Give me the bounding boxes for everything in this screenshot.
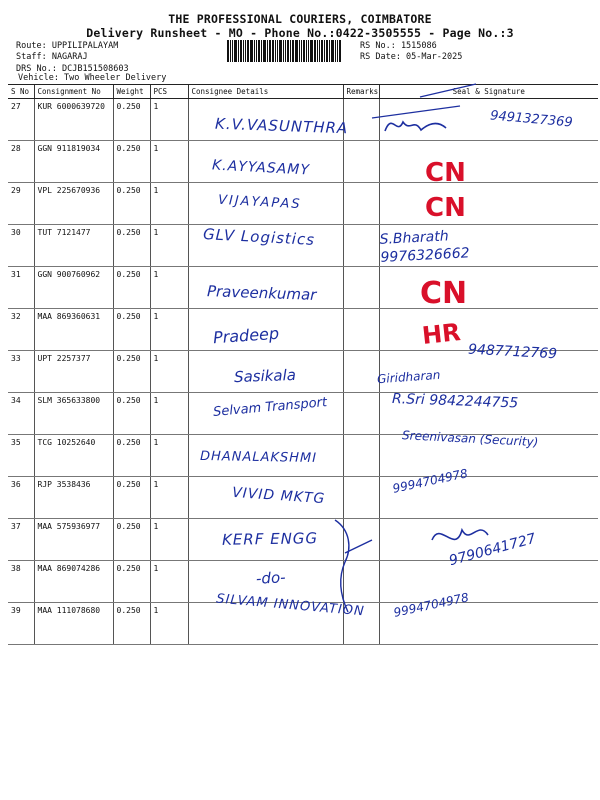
cell-pcs: 1 [150, 183, 188, 225]
cell-sno: 37 [8, 519, 34, 561]
handwritten-signature-36: 9994704978 [391, 466, 469, 496]
cell-weight: 0.250 [113, 519, 150, 561]
handwritten-signature-37: 9790641727 [447, 530, 538, 570]
cn-remark-28: CN [425, 158, 466, 188]
staff-label: Staff: NAGARAJ [16, 52, 88, 62]
handwritten-signature-34: R.Sri 9842244755 [391, 391, 519, 412]
cell-weight: 0.250 [113, 603, 150, 645]
handwritten-signature-35: Sreenivasan (Security) [401, 428, 539, 450]
cell-weight: 0.250 [113, 225, 150, 267]
signature-scribble-37 [432, 530, 488, 540]
handwritten-consignee-35: DHANALAKSHMI [199, 448, 318, 467]
col-header-consignment: Consignment No [34, 85, 113, 99]
cell-consignment-no: GGN 911819034 [34, 141, 113, 183]
cell-weight: 0.250 [113, 99, 150, 141]
handwritten-signature-33b: Giridharan [376, 367, 441, 387]
cell-pcs: 1 [150, 393, 188, 435]
cell-pcs: 1 [150, 561, 188, 603]
handwritten-consignee-32: Pradeep [212, 323, 280, 348]
cell-pcs: 1 [150, 141, 188, 183]
col-header-pcs: PCS [150, 85, 188, 99]
company-title: THE PROFESSIONAL COURIERS, COIMBATORE [168, 12, 432, 26]
handwritten-signature-30: S.Bharath 9976326662 [379, 228, 470, 266]
cell-weight: 0.250 [113, 267, 150, 309]
cell-sno: 31 [8, 267, 34, 309]
cell-consignment-no: TUT 7121477 [34, 225, 113, 267]
handwritten-consignee-31: Praveenkumar [206, 282, 317, 304]
hr-remark-32: HR [420, 318, 462, 350]
cell-sno: 36 [8, 477, 34, 519]
cell-weight: 0.250 [113, 435, 150, 477]
cell-sno: 32 [8, 309, 34, 351]
handwritten-signature-27: 9491327369 [489, 108, 574, 131]
cell-pcs: 1 [150, 603, 188, 645]
cell-consignment-no: RJP 3538436 [34, 477, 113, 519]
cell-consignment-no: MAA 111078680 [34, 603, 113, 645]
col-header-weight: Weight [113, 85, 150, 99]
col-header-sno: S No [8, 85, 34, 99]
cell-weight: 0.250 [113, 141, 150, 183]
cell-consignment-no: TCG 10252640 [34, 435, 113, 477]
cell-weight: 0.250 [113, 477, 150, 519]
cell-pcs: 1 [150, 309, 188, 351]
col-header-signature: Seal & Signature [379, 85, 598, 99]
handwritten-consignee-30: GLV Logistics [202, 225, 316, 249]
rs-number: RS No.: 1515086 [360, 41, 437, 51]
cell-consignment-no: MAA 575936977 [34, 519, 113, 561]
bracket-stroke-37-39 [335, 520, 349, 612]
cell-pcs: 1 [150, 351, 188, 393]
cell-weight: 0.250 [113, 351, 150, 393]
cell-sno: 29 [8, 183, 34, 225]
col-header-remarks: Remarks [343, 85, 379, 99]
cell-weight: 0.250 [113, 183, 150, 225]
cell-sno: 30 [8, 225, 34, 267]
cell-pcs: 1 [150, 477, 188, 519]
cell-weight: 0.250 [113, 393, 150, 435]
cn-remark-31: CN [420, 276, 468, 311]
cell-sno: 39 [8, 603, 34, 645]
cell-sno: 27 [8, 99, 34, 141]
cell-sno: 28 [8, 141, 34, 183]
signature-stroke-top [420, 84, 476, 97]
handwritten-consignee-38: -do- [255, 568, 286, 588]
cell-consignment-no: SLM 365633800 [34, 393, 113, 435]
cell-pcs: 1 [150, 225, 188, 267]
handwritten-signature-33: 9487712769 [467, 341, 558, 363]
handwritten-consignee-27: K.V.VASUNTHRA [214, 114, 349, 138]
cell-consignment-no: KUR 6000639720 [34, 99, 113, 141]
rs-date: RS Date: 05-Mar-2025 [360, 52, 463, 62]
cell-sno: 33 [8, 351, 34, 393]
cell-consignment-no: GGN 900760962 [34, 267, 113, 309]
cell-consignment-no: VPL 225670936 [34, 183, 113, 225]
cell-weight: 0.250 [113, 561, 150, 603]
cell-consignment-no: MAA 869074286 [34, 561, 113, 603]
cn-remark-29: CN [425, 193, 466, 223]
handwritten-consignee-29: VIJAYAPAS [217, 192, 302, 213]
drs-number: DRS No.: DCJB151508603 [16, 64, 129, 74]
vehicle-label: Vehicle: Two Wheeler Delivery [18, 73, 167, 83]
cell-sno: 38 [8, 561, 34, 603]
col-header-consignee: Consignee Details [188, 85, 343, 99]
cell-sno: 34 [8, 393, 34, 435]
runsheet-subtitle: Delivery Runsheet - MO - Phone No.:0422-3505555 - Page No.:3 [86, 26, 514, 40]
cell-pcs: 1 [150, 99, 188, 141]
cell-pcs: 1 [150, 267, 188, 309]
signature-underline-27 [372, 106, 460, 118]
cell-weight: 0.250 [113, 309, 150, 351]
signature-scribble-27 [385, 122, 446, 131]
handwritten-consignee-39: SILVAM INNOVATION [215, 591, 366, 620]
handwritten-consignee-33: Sasikala [233, 365, 297, 387]
handwritten-signature-39: 9994704978 [392, 590, 470, 620]
cell-sno: 35 [8, 435, 34, 477]
handwritten-consignee-37: KERF ENGG [221, 529, 319, 549]
handwritten-consignee-28: K.AYYASAMY [211, 157, 311, 179]
cell-pcs: 1 [150, 519, 188, 561]
cell-pcs: 1 [150, 435, 188, 477]
cell-consignment-no: MAA 869360631 [34, 309, 113, 351]
route-label: Route: UPPILIPALAYAM [16, 41, 119, 51]
handwritten-consignee-36: VIVID MKTG [231, 484, 326, 508]
cell-consignment-no: UPT 2257377 [34, 351, 113, 393]
handwritten-consignee-34: Selvam Transport [212, 395, 328, 420]
